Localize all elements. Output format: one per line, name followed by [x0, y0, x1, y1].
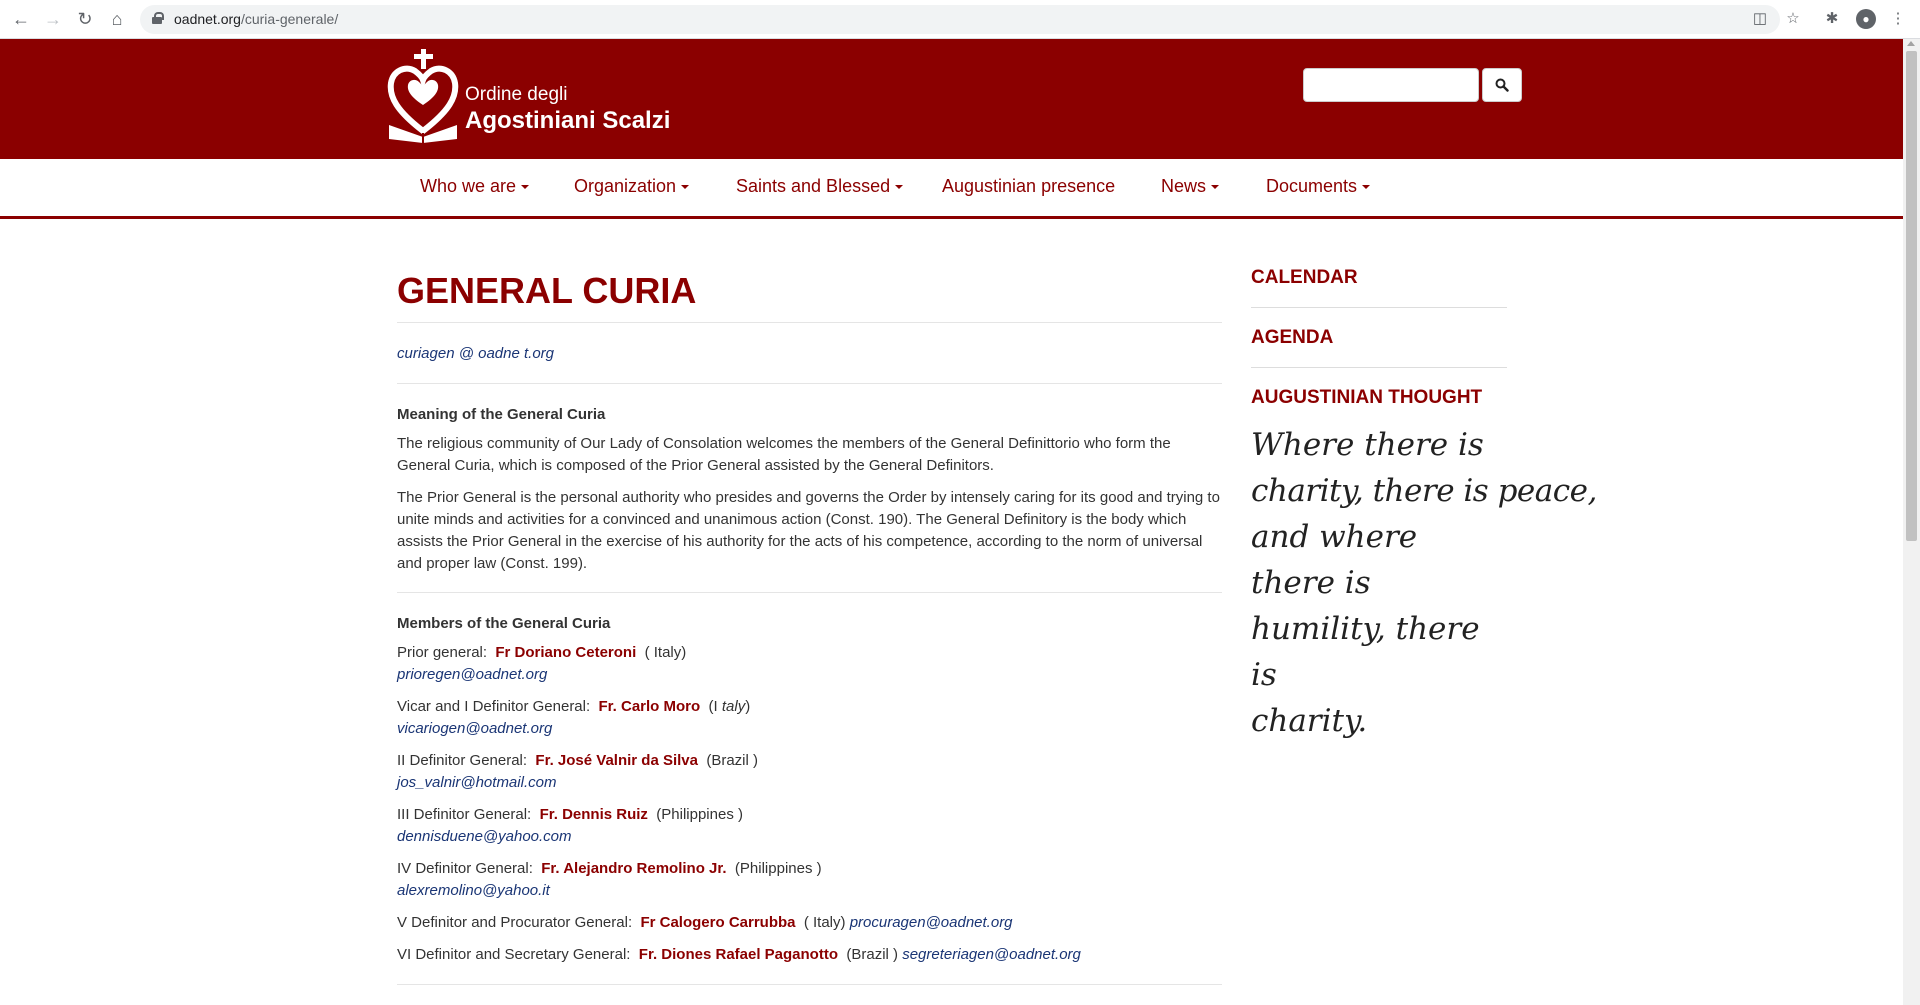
translate-icon[interactable]: ◫ [1752, 10, 1768, 27]
browser-toolbar [0, 0, 1920, 39]
search-button[interactable] [1482, 68, 1522, 102]
member-entry: II Definitor General: Fr. José Valnir da Silva (Brazil ) jos_valnir@hotmail.com [397, 752, 759, 791]
back-icon[interactable]: ← [12, 9, 30, 29]
caret-down-icon [1211, 185, 1219, 189]
member-name-link[interactable]: Fr. Dennis Ruiz [539, 806, 648, 823]
main-nav [0, 159, 1903, 219]
nav-item-news[interactable]: News [1161, 176, 1219, 197]
extensions-icon[interactable]: ✱ [1825, 10, 1839, 27]
nav-item-documents[interactable]: Documents [1266, 176, 1370, 197]
main-content [397, 265, 1222, 985]
scrollbar-thumb[interactable] [1906, 51, 1917, 541]
divider [397, 984, 1222, 985]
page-title: GENERAL CURIA [397, 270, 697, 311]
menu-kebab-icon[interactable]: ⋮ [1890, 10, 1906, 27]
heart-cross-logo-icon [387, 47, 465, 143]
scroll-up-arrow-icon[interactable] [1907, 41, 1915, 46]
nav-item-organization[interactable]: Organization [574, 176, 689, 197]
site-header [0, 39, 1903, 159]
members-section-title: Members of the General Curia [397, 615, 611, 632]
search-input[interactable] [1303, 68, 1479, 102]
member-name-link[interactable]: Fr. Diones Rafael Paganotto [638, 946, 839, 963]
url-text[interactable]: oadnet.org/curia-generale/ [174, 11, 339, 27]
nav-item-augustinian-presence[interactable]: Augustinian presence [942, 176, 1116, 196]
page-scrollbar[interactable] [1903, 39, 1920, 1005]
member-email-link[interactable]: jos_valnir@hotmail.com [397, 774, 557, 791]
bookmark-star-icon[interactable]: ☆ [1786, 10, 1800, 27]
home-icon[interactable]: ⌂ [111, 9, 123, 29]
meaning-section-title: Meaning of the General Curia [397, 406, 606, 423]
member-email-link[interactable]: dennisduene@yahoo.com [397, 828, 572, 845]
augustinian-quote: Where there is charity, there is peace, and where there is humility, there is charity. [1251, 427, 1597, 739]
member-email-link[interactable]: prioregen@oadnet.org [397, 666, 548, 683]
caret-down-icon [681, 185, 689, 189]
member-entry: III Definitor General: Fr. Dennis Ruiz (Philippines ) dennisduene@yahoo.com [397, 806, 743, 845]
divider [397, 383, 1222, 384]
divider [397, 322, 1222, 323]
divider [397, 592, 1222, 593]
divider [1251, 307, 1507, 308]
reload-icon[interactable]: ↻ [77, 9, 93, 29]
sidebar-agenda-link[interactable]: AGENDA [1251, 327, 1334, 348]
curia-email-link[interactable]: curiagen @ oadne t.org [397, 345, 554, 362]
member-email-link[interactable]: vicariogen@oadnet.org [397, 720, 553, 737]
meaning-paragraph-2: The Prior General is the personal authority who presides and governs the Order by intensely caring for its good and trying to unite minds and activities for a convinced and unanimous action (Const. 190). The General Definitory is the body which assists the Prior General in the exercise of his authority for the acts of his competence, according to the norm of universal and proper law (Const. 199). [397, 489, 1220, 572]
sidebar-thought-title: AUGUSTINIAN THOUGHT [1251, 387, 1483, 408]
nav-item-who-we-are[interactable]: Who we are [420, 176, 529, 197]
caret-down-icon [521, 185, 529, 189]
site-logo[interactable] [387, 47, 687, 143]
logo-line2: Agostiniani Scalzi [465, 107, 671, 134]
sidebar-calendar-link[interactable]: CALENDAR [1251, 267, 1358, 288]
address-bar[interactable] [140, 5, 1780, 34]
member-email-link[interactable]: alexremolino@yahoo.it [397, 882, 550, 899]
logo-line1: Ordine degli [465, 84, 568, 105]
search-icon [1495, 78, 1509, 92]
member-name-link[interactable]: Fr. Alejandro Remolino Jr. [541, 860, 727, 877]
caret-down-icon [895, 185, 903, 189]
member-email-link[interactable]: segreteriagen@oadnet.org [902, 946, 1081, 963]
member-name-link[interactable]: Fr. Carlo Moro [598, 698, 701, 715]
member-name-link[interactable]: Fr. José Valnir da Silva [535, 752, 698, 769]
member-name-link[interactable]: Fr Calogero Carrubba [640, 914, 796, 931]
member-name-link[interactable]: Fr Doriano Ceteroni [495, 644, 637, 661]
caret-down-icon [1362, 185, 1370, 189]
meaning-paragraph-1: The religious community of Our Lady of Consolation welcomes the members of the General Definittorio who form the General Curia, which is composed of the Prior General assisted by the General Definitors. [397, 435, 1171, 474]
member-entry: IV Definitor General: Fr. Alejandro Remolino Jr. (Philippines ) alexremolino@yahoo.it [397, 860, 822, 899]
nav-item-saints-and-blessed[interactable]: Saints and Blessed [736, 176, 903, 197]
member-entry: V Definitor and Procurator General: Fr Calogero Carrubba ( Italy) procuragen@oadnet.org [397, 914, 1013, 931]
forward-icon[interactable]: → [44, 9, 62, 29]
member-email-link[interactable]: procuragen@oadnet.org [849, 914, 1013, 931]
member-entry: Prior general: Fr Doriano Ceteroni ( Italy) prioregen@oadnet.org [397, 644, 687, 683]
lock-icon [152, 12, 162, 24]
profile-avatar-icon[interactable]: ● [1856, 9, 1876, 29]
member-entry: VI Definitor and Secretary General: Fr. Diones Rafael Paganotto (Brazil ) segreteriagen@oadnet.org [397, 946, 1081, 963]
member-entry: Vicar and I Definitor General: Fr. Carlo Moro (I taly) vicariogen@oadnet.org [397, 698, 751, 737]
divider [1251, 367, 1507, 368]
